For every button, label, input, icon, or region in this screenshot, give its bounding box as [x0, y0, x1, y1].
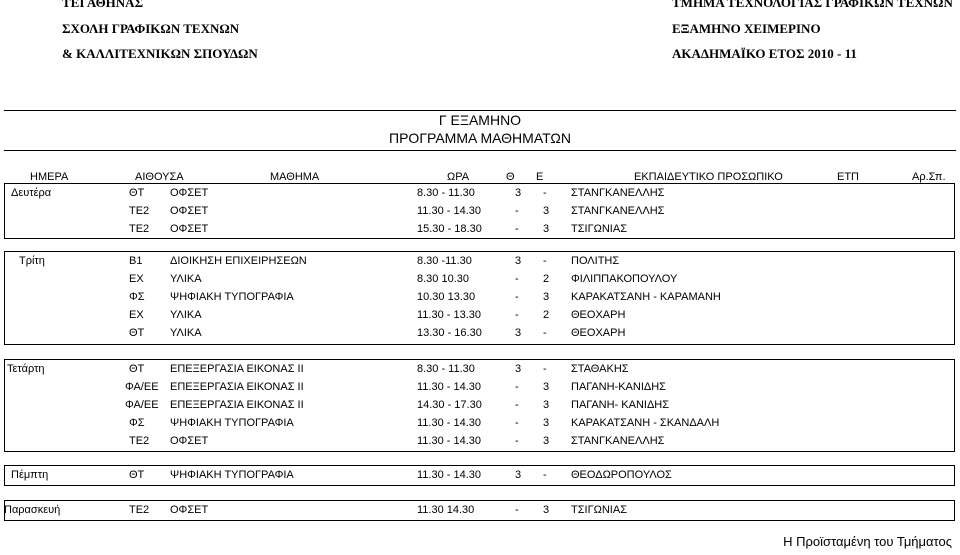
- room-cell: ΘΤ: [129, 469, 145, 481]
- table-row: [5, 202, 954, 221]
- col-staff: ΕΚΠΑΙΔΕΥΤΙΚΟ ΠΡΟΣΩΠΙΚΟ: [634, 171, 783, 183]
- staff-cell: ΦΙΛΙΠΠΑΚΟΠΟΥΛΟΥ: [571, 273, 678, 285]
- lab-cell: -: [543, 363, 547, 375]
- theory-cell: 3: [515, 255, 522, 267]
- course-cell: ΥΛΙΚΑ: [170, 309, 202, 321]
- staff-cell: ΘΕΟΔΩΡΟΠΟΥΛΟΣ: [571, 469, 672, 481]
- signature-line: Η Προϊσταμένη του Τμήματος: [783, 534, 952, 549]
- lab-cell: 3: [543, 205, 550, 217]
- day-label: Τετάρτη: [7, 363, 45, 375]
- staff-cell: ΣΤΑΝΓΚΑΝΕΛΛΗΣ: [571, 205, 665, 217]
- staff-cell: ΤΣΙΓΩΝΙΑΣ: [571, 223, 627, 235]
- table-row: [5, 252, 954, 271]
- room-cell: ΕΧ: [129, 273, 144, 285]
- table-row: [5, 360, 954, 379]
- divider: [4, 110, 956, 111]
- time-cell: 11.30 - 13.30: [417, 309, 482, 321]
- semester-season: ΕΞΑΜΗΝΟ ΧΕΙΜΕΡΙΝΟ: [672, 21, 821, 36]
- room-cell: ΤΕ2: [129, 435, 150, 447]
- course-cell: ΕΠΕΞΕΡΓΑΣΙΑ ΕΙΚΟΝΑΣ ΙΙ: [170, 399, 304, 411]
- lab-cell: -: [543, 469, 547, 481]
- lab-cell: 3: [543, 399, 550, 411]
- lab-cell: -: [543, 327, 547, 339]
- time-cell: 8.30 -11.30: [417, 255, 472, 267]
- course-cell: ΕΠΕΞΕΡΓΑΣΙΑ ΕΙΚΟΝΑΣ ΙΙ: [170, 381, 304, 393]
- col-th: Θ: [506, 171, 515, 183]
- staff-cell: ΠΑΓΑΝΗ-ΚΑΝΙΔΗΣ: [571, 381, 666, 393]
- lab-cell: 3: [543, 435, 550, 447]
- room-cell: ΘΤ: [129, 327, 145, 339]
- lab-cell: 2: [543, 273, 550, 285]
- time-cell: 11.30 - 14.30: [417, 469, 482, 481]
- theory-cell: -: [515, 309, 519, 321]
- day-block-wednesday: [4, 359, 955, 452]
- time-cell: 11.30 - 14.30: [417, 417, 482, 429]
- theory-cell: -: [515, 223, 519, 235]
- time-cell: 11.30 14.30: [417, 504, 475, 516]
- lab-cell: -: [543, 187, 547, 199]
- col-course: ΜΑΘΗΜΑ: [270, 171, 320, 183]
- department-name: ΤΜΗΜΑ ΤΕΧΝΟΛΟΓΙΑΣ ΓΡΑΦΙΚΩΝ ΤΕΧΝΩΝ: [672, 0, 953, 10]
- table-row: [5, 288, 954, 307]
- school-name-cont: & ΚΑΛΛΙΤΕΧΝΙΚΩΝ ΣΠΟΥΔΩΝ: [62, 46, 258, 61]
- time-cell: 14.30 - 17.30: [417, 399, 482, 411]
- day-block-friday: [4, 500, 955, 521]
- time-cell: 8.30 - 11.30: [417, 363, 475, 375]
- room-cell: ΘΤ: [129, 187, 145, 199]
- course-cell: ΨΗΦΙΑΚΗ ΤΥΠΟΓΡΑΦΙΑ: [170, 469, 294, 481]
- table-row: [5, 184, 954, 203]
- theory-cell: -: [515, 417, 519, 429]
- course-cell: ΟΦΣΕΤ: [170, 504, 209, 516]
- day-label: Δευτέρα: [11, 187, 52, 199]
- room-cell: ΦΣ: [129, 291, 145, 303]
- course-cell: ΥΛΙΚΑ: [170, 273, 202, 285]
- day-block-tuesday: [4, 251, 955, 345]
- program-title: ΠΡΟΓΡΑΜΜΑ ΜΑΘΗΜΑΤΩΝ: [388, 130, 571, 146]
- theory-cell: -: [515, 273, 519, 285]
- time-cell: 11.30 - 14.30: [417, 435, 482, 447]
- staff-cell: ΚΑΡΑΚΑΤΣΑΝΗ - ΣΚΑΝΔΑΛΗ: [571, 417, 720, 429]
- theory-cell: 3: [515, 187, 522, 199]
- room-cell: ΦΣ: [129, 417, 145, 429]
- table-row: [5, 466, 954, 485]
- room-cell: ΤΕ2: [129, 205, 150, 217]
- theory-cell: -: [515, 399, 519, 411]
- room-cell: ΤΕ2: [129, 504, 150, 516]
- staff-cell: ΠΑΓΑΝΗ- ΚΑΝΙΔΗΣ: [571, 399, 670, 411]
- academic-year: ΑΚΑΔΗΜΑΪΚΟ ΕΤΟΣ 2010 - 11: [672, 46, 857, 61]
- col-time: ΩΡΑ: [447, 171, 470, 183]
- course-cell: ΕΠΕΞΕΡΓΑΣΙΑ ΕΙΚΟΝΑΣ ΙΙ: [170, 363, 304, 375]
- day-label: Πέμπτη: [11, 469, 49, 481]
- col-day: ΗΜΕΡΑ: [30, 171, 69, 183]
- theory-cell: 3: [515, 363, 522, 375]
- lab-cell: 3: [543, 504, 550, 516]
- time-cell: 8.30 - 11.30: [417, 187, 475, 199]
- theory-cell: -: [515, 504, 519, 516]
- table-row: [5, 501, 954, 520]
- lab-cell: -: [543, 255, 547, 267]
- theory-cell: 3: [515, 327, 522, 339]
- theory-cell: -: [515, 291, 519, 303]
- lab-cell: 3: [543, 291, 550, 303]
- table-row: [5, 306, 954, 325]
- staff-cell: ΤΣΙΓΩΝΙΑΣ: [571, 504, 627, 516]
- lab-cell: 3: [543, 381, 550, 393]
- theory-cell: 3: [515, 469, 522, 481]
- time-cell: 15.30 - 18.30: [417, 223, 482, 235]
- time-cell: 10.30 13.30: [417, 291, 476, 303]
- course-cell: ΨΗΦΙΑΚΗ ΤΥΠΟΓΡΑΦΙΑ: [170, 417, 294, 429]
- table-row: [5, 220, 954, 239]
- staff-cell: ΘΕΟΧΑΡΗ: [571, 327, 626, 339]
- staff-cell: ΣΤΑΝΓΚΑΝΕΛΛΗΣ: [571, 187, 665, 199]
- table-row: [5, 432, 954, 451]
- col-e: Ε: [536, 171, 544, 183]
- day-block-monday: [4, 183, 955, 239]
- table-row: [5, 396, 954, 415]
- room-cell: ΘΤ: [129, 363, 145, 375]
- staff-cell: ΚΑΡΑΚΑΤΣΑΝΗ - ΚΑΡΑΜΑΝΗ: [571, 291, 721, 303]
- lab-cell: 3: [543, 223, 550, 235]
- room-cell: ΦΑ/ΕΕ: [125, 399, 159, 411]
- lab-cell: 2: [543, 309, 550, 321]
- lab-cell: 3: [543, 417, 550, 429]
- theory-cell: -: [515, 381, 519, 393]
- col-room: ΑΙΘΟΥΣΑ: [135, 171, 184, 183]
- table-row: [5, 270, 954, 289]
- day-block-thursday: [4, 465, 955, 486]
- school-name: ΣΧΟΛΗ ΓΡΑΦΙΚΩΝ ΤΕΧΝΩΝ: [62, 21, 240, 36]
- col-etp: ΕΤΠ: [837, 171, 859, 183]
- room-cell: ΦΑ/ΕΕ: [125, 381, 159, 393]
- course-cell: ΟΦΣΕΤ: [170, 223, 209, 235]
- time-cell: 8.30 10.30: [417, 273, 469, 285]
- course-cell: ΔΙΟΙΚΗΣΗ ΕΠΙΧΕΙΡΗΣΕΩΝ: [170, 255, 307, 267]
- table-row: [5, 378, 954, 397]
- course-cell: ΥΛΙΚΑ: [170, 327, 202, 339]
- semester-title: Γ ΕΞΑΜΗΝΟ: [438, 112, 522, 128]
- theory-cell: -: [515, 435, 519, 447]
- day-label: Παρασκευή: [4, 504, 61, 516]
- time-cell: 11.30 - 14.30: [417, 381, 482, 393]
- staff-cell: ΣΤΑΝΓΚΑΝΕΛΛΗΣ: [571, 435, 665, 447]
- time-cell: 13.30 - 16.30: [417, 327, 482, 339]
- room-cell: ΤΕ2: [129, 223, 150, 235]
- time-cell: 11.30 - 14.30: [417, 205, 482, 217]
- table-row: [5, 414, 954, 433]
- staff-cell: ΘΕΟΧΑΡΗ: [571, 309, 626, 321]
- course-cell: ΟΦΣΕΤ: [170, 205, 209, 217]
- staff-cell: ΠΟΛΙΤΗΣ: [571, 255, 620, 267]
- col-ar: Αρ.Σπ.: [912, 171, 946, 183]
- day-label: Τρίτη: [19, 255, 45, 267]
- table-row: [5, 324, 954, 343]
- room-cell: Β1: [129, 255, 143, 267]
- course-cell: ΟΦΣΕΤ: [170, 435, 209, 447]
- course-cell: ΟΦΣΕΤ: [170, 187, 209, 199]
- institution-name: ΤΕΙ ΑΘΗΝΑΣ: [62, 0, 144, 10]
- staff-cell: ΣΤΑΘΑΚΗΣ: [571, 363, 629, 375]
- course-cell: ΨΗΦΙΑΚΗ ΤΥΠΟΓΡΑΦΙΑ: [170, 291, 294, 303]
- room-cell: ΕΧ: [129, 309, 144, 321]
- theory-cell: -: [515, 205, 519, 217]
- divider: [4, 150, 956, 151]
